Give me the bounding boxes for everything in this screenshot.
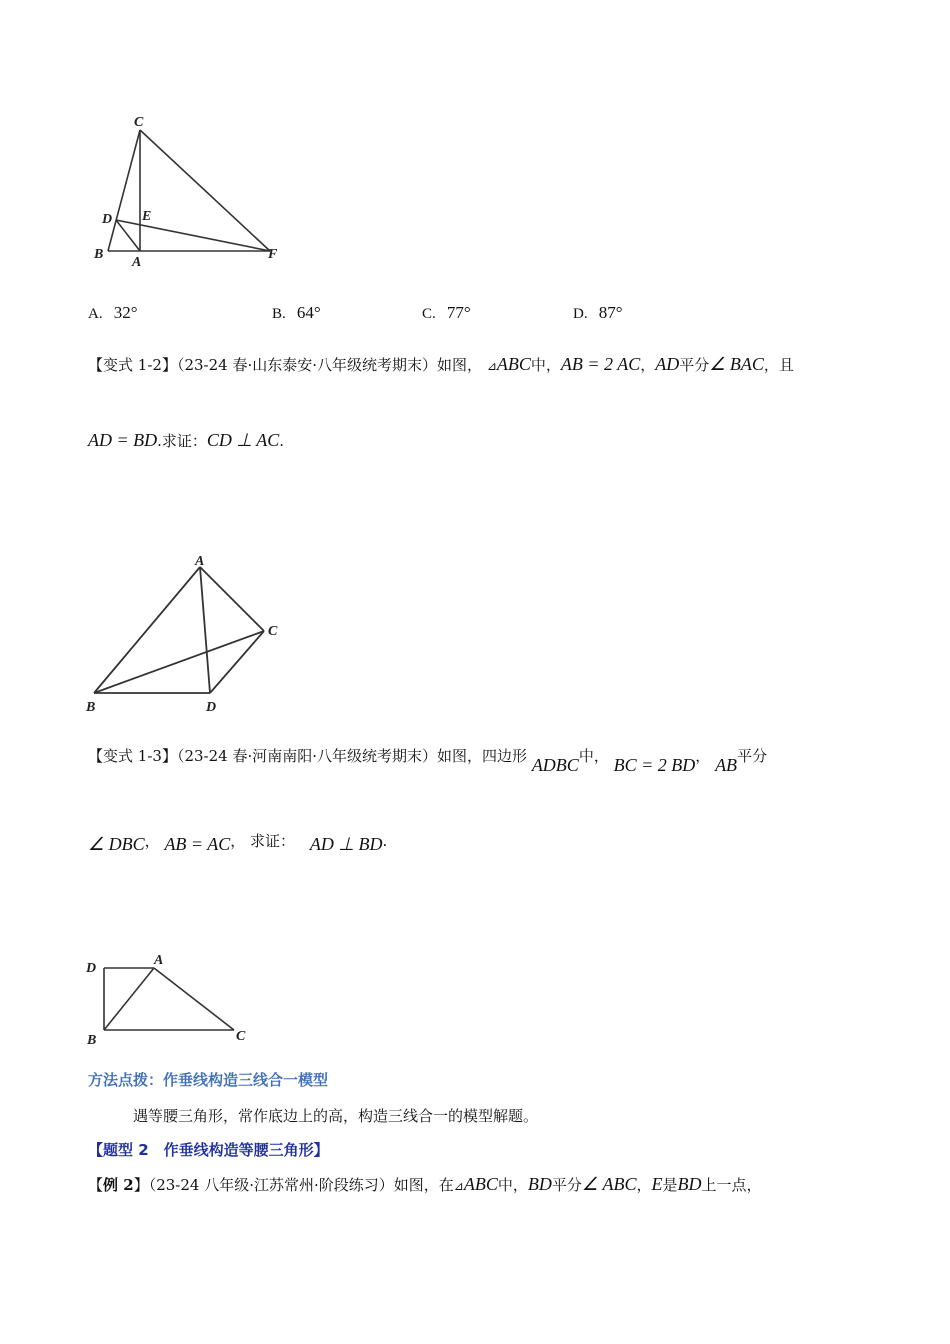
option-c: C. 77° [422,303,471,322]
variant-1-3-line1: 【变式 1-3】（23-24 春·河南南阳·八年级统考期末）如图，四边形 ADBC中， BC = 2 BD， AB平分 [88,747,768,775]
variant-1-2-line1: 【变式 1-2】（23-24 春·山东泰安·八年级统考期末）如图， ⊿ABC中，AB = 2 AC，AD平分∠ BAC，且 [88,354,794,374]
label-a: A [154,953,164,968]
figure-3-quadrilateral-diagram [82,948,262,1048]
variant-1-2-tag: 变式 1-2 [103,356,162,374]
figure-1-triangle-diagram [88,108,298,273]
edge-cb [108,130,140,251]
edge-ac [200,567,264,631]
variant-1-2-line2: AD = BD.求证：CD ⊥ AC. [88,430,285,450]
edge-ac [154,968,234,1030]
edge-df [116,220,270,251]
label-f: F [268,247,278,262]
label-d: D [206,700,217,715]
edge-cf [140,130,270,251]
label-b: B [87,1033,97,1048]
variant-1-3-line2: ∠ DBC， AB = AC， 求证： AD ⊥ BD. [88,832,388,854]
label-a: A [195,554,205,569]
label-d: D [86,961,97,976]
variant-1-3-source: （23-24 春·河南南阳·八年级统考期末）如图，四边形 [176,747,528,765]
label-c: C [236,1029,246,1044]
label-d: D [102,212,113,227]
type2-heading: 【题型 2 作垂线构造等腰三角形】 [88,1141,329,1159]
variant-1-2-source: （23-24 春·山东泰安·八年级统考期末）如图， [176,356,483,374]
example-2-tag: 例 2 [103,1176,134,1194]
variant-1-3-tag: 变式 1-3 [103,747,162,765]
label-b: B [94,247,104,262]
option-a: A. 32° [88,303,138,322]
label-a: A [132,255,142,270]
label-c: C [134,115,144,130]
edge-ad [200,567,210,693]
method-body: 遇等腰三角形，常作底边上的高，构造三线合一的模型解题。 [133,1107,539,1125]
example-2-line1: 【例 2】（23-24 八年级·江苏常州·阶段练习）如图，在⊿ABC中，BD平分∠ ABC，E是BD上一点， [88,1174,762,1194]
label-e: E [142,209,152,224]
label-c: C [268,624,278,639]
option-d: D. 87° [573,303,623,322]
edge-ba [104,968,154,1030]
example-2-source: （23-24 八年级·江苏常州·阶段练习）如图，在 [148,1176,454,1194]
method-heading: 方法点拨：作垂线构造三线合一模型 [88,1071,329,1089]
figure-2-quadrilateral-diagram [82,550,297,718]
label-b: B [86,700,96,715]
option-b: B. 64° [272,303,321,322]
